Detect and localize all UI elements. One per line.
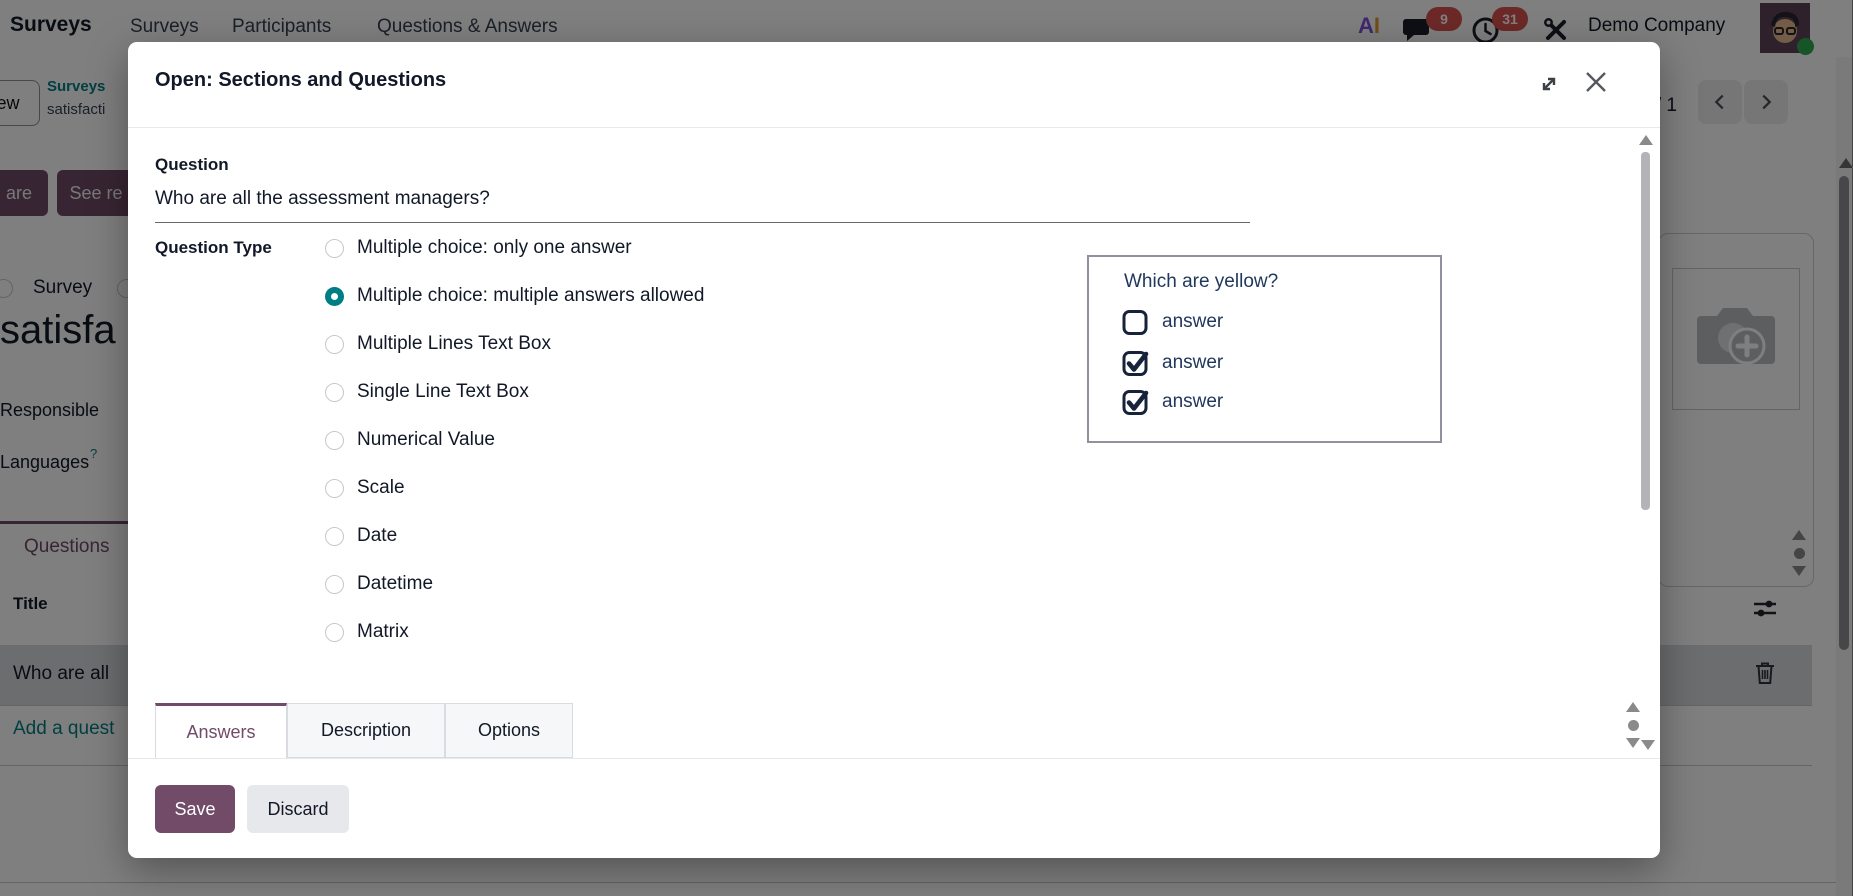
radio-option[interactable] — [325, 368, 945, 416]
modal-scrollbar-thumb[interactable] — [1641, 152, 1650, 510]
radio-option[interactable] — [325, 416, 945, 464]
modal-title: Open: Sections and Questions — [155, 69, 447, 91]
question-label: Question — [155, 155, 229, 174]
radio-option-label: Matrix — [357, 621, 409, 642]
question-type-label: Question Type — [155, 238, 272, 257]
radio-option-label: Numerical Value — [357, 429, 495, 450]
radio-icon[interactable] — [325, 431, 344, 450]
checkbox-checked-icon[interactable] — [1122, 350, 1149, 377]
modal-dialog — [128, 42, 1660, 858]
expand-icon[interactable] — [1535, 70, 1563, 98]
question-type-radio-group — [325, 224, 945, 656]
radio-option-label: Single Line Text Box — [357, 381, 529, 402]
preview-answer-label: answer — [1162, 311, 1224, 332]
tab-description[interactable]: Description — [287, 703, 445, 758]
preview-answer-label: answer — [1162, 391, 1224, 412]
radio-selected-icon[interactable] — [325, 287, 344, 306]
preview-answer-row — [1122, 387, 1223, 417]
preview-answer-row — [1122, 348, 1223, 378]
modal-footer-divider — [128, 758, 1660, 759]
question-input-underline — [155, 222, 1250, 223]
radio-option-label: Multiple choice: multiple answers allowed — [357, 285, 705, 306]
close-icon[interactable] — [1580, 66, 1612, 98]
radio-icon[interactable] — [325, 383, 344, 402]
radio-option[interactable] — [325, 320, 945, 368]
question-input[interactable]: Who are all the assessment managers? — [155, 188, 490, 209]
radio-icon[interactable] — [325, 335, 344, 354]
radio-icon[interactable] — [325, 575, 344, 594]
radio-icon[interactable] — [325, 527, 344, 546]
radio-option-label: Multiple choice: only one answer — [357, 237, 632, 258]
save-button[interactable]: Save — [155, 785, 235, 833]
preview-answer-row — [1122, 307, 1223, 337]
radio-icon[interactable] — [325, 623, 344, 642]
radio-icon[interactable] — [325, 479, 344, 498]
preview-answer-label: answer — [1162, 352, 1224, 373]
tab-options[interactable]: Options — [445, 703, 573, 758]
tab-answers[interactable]: Answers — [155, 703, 287, 758]
radio-option-label: Multiple Lines Text Box — [357, 333, 551, 354]
radio-option[interactable] — [325, 512, 945, 560]
radio-option[interactable] — [325, 560, 945, 608]
content-scroll-dot — [1628, 720, 1639, 731]
radio-option-label: Datetime — [357, 573, 434, 594]
checkbox-unchecked-icon[interactable] — [1122, 309, 1149, 336]
modal-scrollbar-down[interactable] — [1641, 740, 1655, 750]
modal-header — [128, 42, 1660, 128]
radio-icon[interactable] — [325, 239, 344, 258]
radio-option-label: Date — [357, 525, 398, 546]
radio-option[interactable] — [325, 272, 945, 320]
radio-option[interactable] — [325, 608, 945, 656]
modal-scrollbar-up[interactable] — [1639, 135, 1653, 145]
preview-question-text: Which are yellow? — [1124, 271, 1279, 292]
content-scroll-down-icon[interactable] — [1626, 738, 1640, 748]
question-preview-panel — [1087, 255, 1442, 443]
radio-option[interactable] — [325, 464, 945, 512]
checkbox-checked-icon[interactable] — [1122, 389, 1149, 416]
radio-option-label: Scale — [357, 477, 405, 498]
discard-button[interactable]: Discard — [247, 785, 349, 833]
radio-option[interactable] — [325, 224, 945, 272]
content-scroll-up-icon[interactable] — [1626, 702, 1640, 712]
